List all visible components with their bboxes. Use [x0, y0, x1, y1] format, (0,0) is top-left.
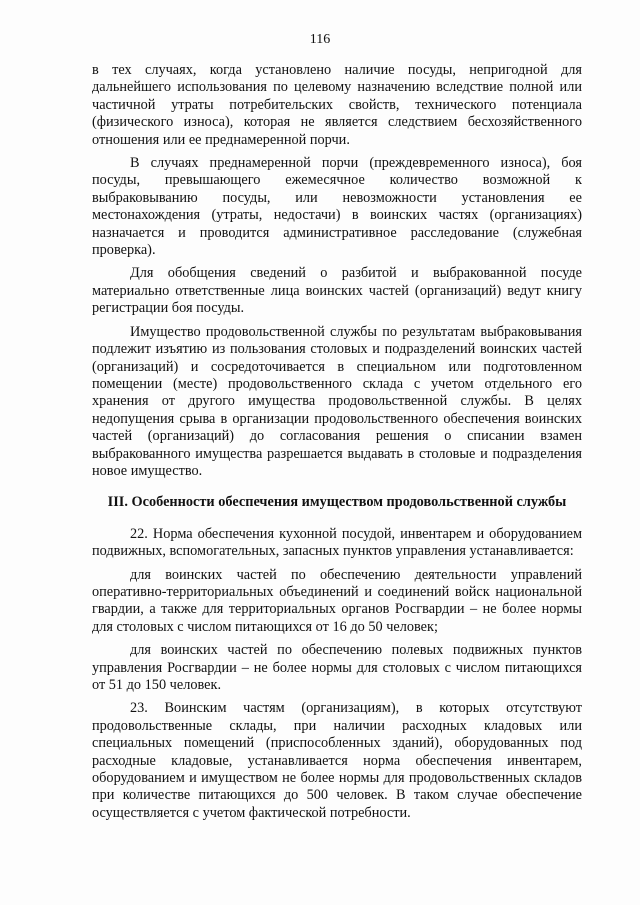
paragraph: Для обобщения сведений о разбитой и выбракованной посуде материально ответственные лица воинских частей (организаций) ведут книгу регистрации боя посуды. — [92, 265, 582, 317]
paragraph: в тех случаях, когда установлено наличие посуды, непригодной для дальнейшего использования по целевому назначению вследствие полной или частичной утраты потребительских свойств, технического потенциала (физического износа), которая не является следствием бесхозяйственного отношения или ее преднамеренной порчи. — [92, 62, 582, 148]
section-heading: III. Особенности обеспечения имуществом продовольственной службы — [107, 494, 567, 511]
paragraph: 23. Воинским частям (организациям), в которых отсутствуют продовольственные склады, при наличии расходных кладовых или специальных помещений (приспособленных зданий), оборудованных под расходные кладовые, устанавливается норма обеспечения инвентарем, оборудованием и имуществом не более нормы для продовольственных складов при количестве питающихся до 500 человек. В таком случае обеспечение осуществляется с учетом фактической потребности. — [92, 700, 582, 821]
paragraph: В случаях преднамеренной порчи (преждевременного износа), боя посуды, превышающего ежемесячное количество возможной к выбраковыванию посуды, или невозможности установления ее местонахождения (утраты, недостачи) в воинских частях (организациях) назначается и проводится административное расследование (служебная проверка). — [92, 155, 582, 259]
paragraph: для воинских частей по обеспечению деятельности управлений оперативно-территориальных объединений и соединений войск национальной гвардии, а также для территориальных органов Росгвардии – не более нормы для столовых с числом питающихся от 16 до 50 человек; — [92, 566, 582, 635]
paragraph: Имущество продовольственной службы по результатам выбраковывания подлежит изъятию из пользования столовых и подразделений воинских частей (организаций) и сосредоточивается в специальном или подготовленном помещении (месте) продовольственного склада с учетом отдельного его хранения от другого имущества продовольственной службы. В целях недопущения срыва в организации продовольственного обеспечения воинских частей (организаций) до согласования решения о списании взамен выбракованного имущества разрешается выдавать в столовые и подразделения новое имущество. — [92, 323, 582, 479]
paragraph: 22. Норма обеспечения кухонной посудой, инвентарем и оборудованием подвижных, вспомогательных, запасных пунктов управления устанавливается: — [92, 525, 582, 560]
paragraph: для воинских частей по обеспечению полевых подвижных пунктов управления Росгвардии – не более нормы для столовых с числом питающихся от 51 до 150 человек. — [92, 642, 582, 693]
document-body — [92, 62, 582, 828]
page-number: 116 — [309, 32, 331, 47]
